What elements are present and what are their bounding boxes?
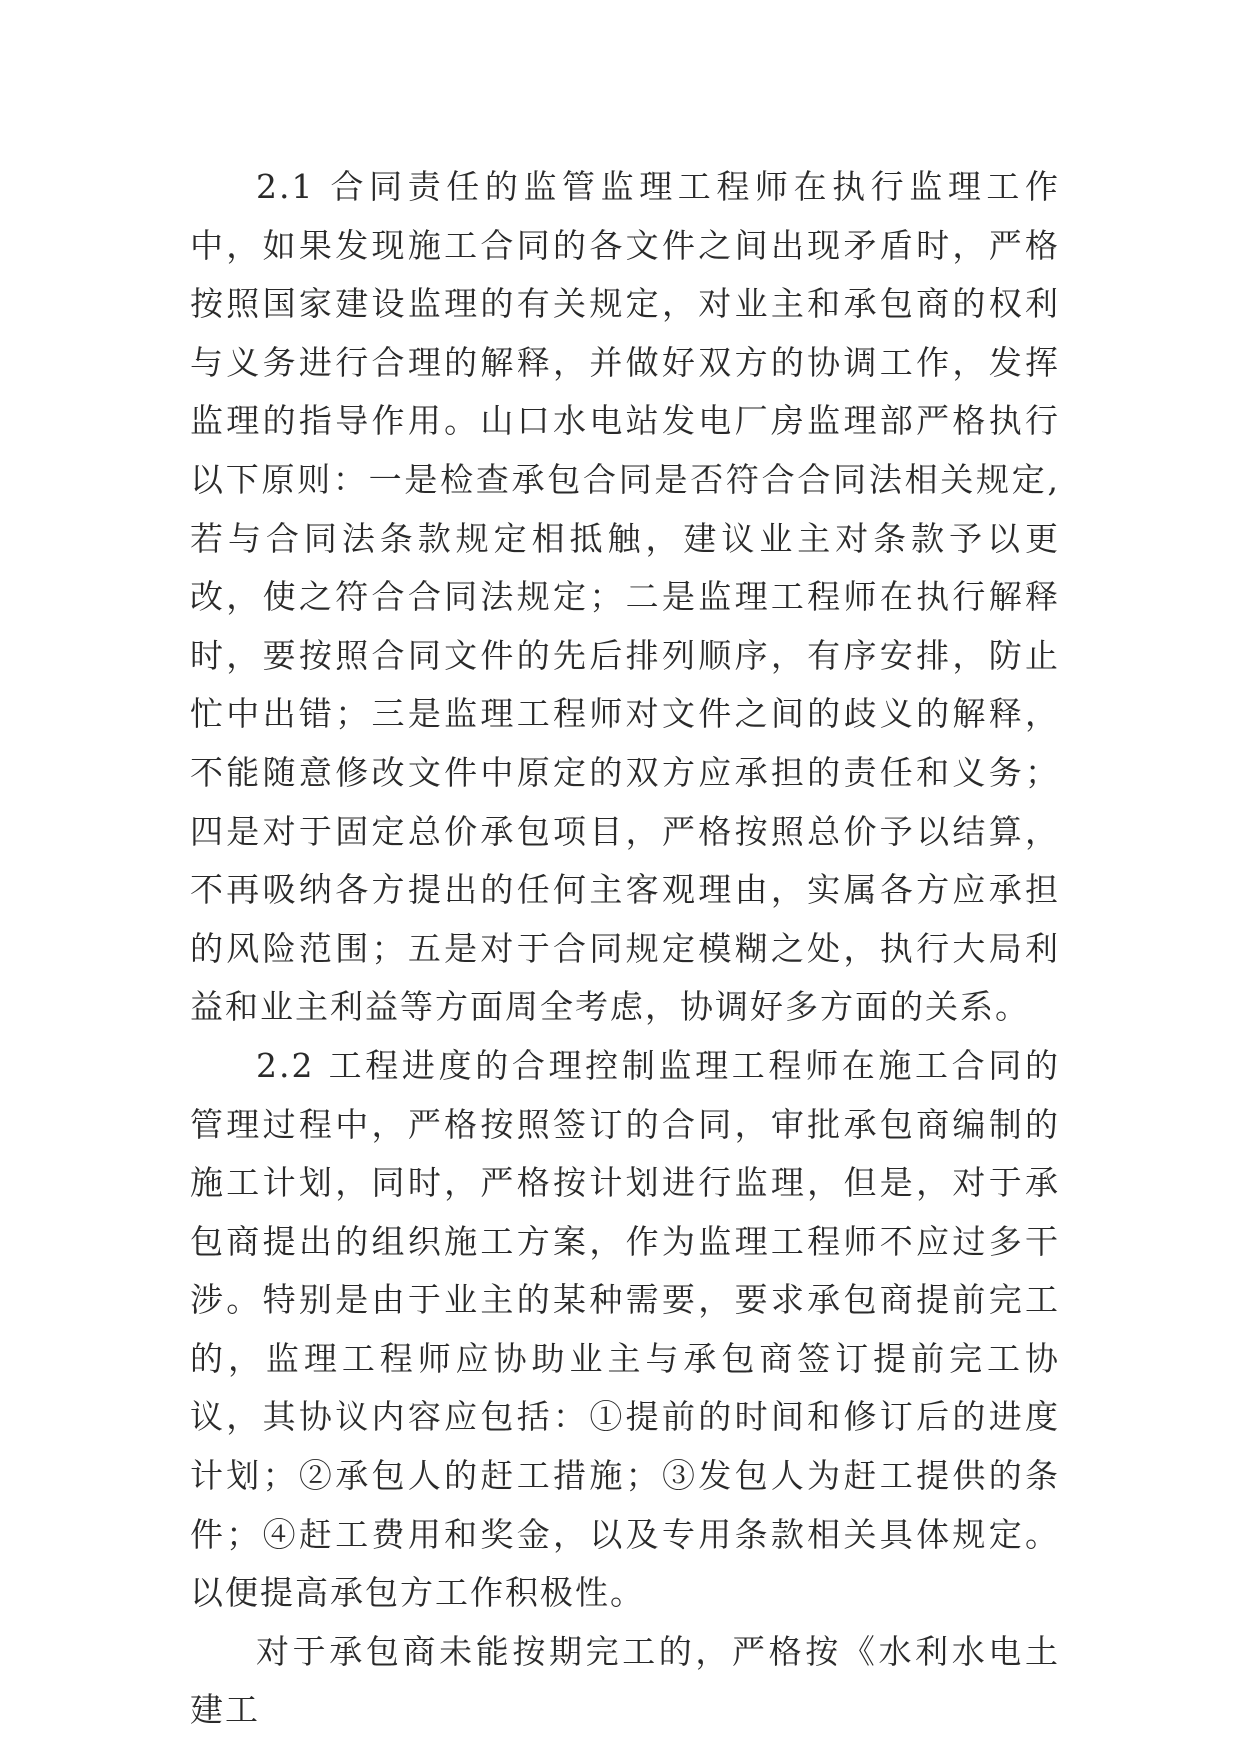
paragraph-schedule-control: 2.2 工程进度的合理控制监理工程师在施工合同的管理过程中，严格按照签订的合同，审批承包商编制的施工计划，同时，严格按计划进行监理，但是，对于承包商提出的组织施工方案，作为监理工程师不应过多干涉。特别是由于业主的某种需要，要求承包商提前完工的，监理工程师应协助业主与承包商签订提前完工协议，其协议内容应包括：①提前的时间和修订后的进度计划；②承包人的赶工措施；③发包人为赶工提供的条件；④赶工费用和奖金，以及专用条款相关具体规定。以便提高承包方工作积极性。 <box>190 1045 1060 1613</box>
paragraph-contract-responsibility: 2.1 合同责任的监管监理工程师在执行监理工作中，如果发现施工合同的各文件之间出现矛盾时，严格按照国家建设监理的有关规定，对业主和承包商的权利与义务进行合理的解释，并做好双方的协调工作，发挥监理的指导作用。山口水电站发电厂房监理部严格执行以下原则：一是检查承包合同是否符合合同法相关规定,若与合同法条款规定相抵触，建议业主对条款予以更改，使之符合合同法规定；二是监理工程师在执行解释时，要按照合同文件的先后排列顺序，有序安排，防止忙中出错；三是监理工程师对文件之间的歧义的解释，不能随意修改文件中原定的双方应承担的责任和义务；四是对于固定总价承包项目，严格按照总价予以结算，不再吸纳各方提出的任何主客观理由，实属各方应承担的风险范围；五是对于合同规定模糊之处，执行大局利益和业主利益等方面周全考虑，协调好多方面的关系。 <box>190 167 1060 1027</box>
paragraph-delay-handling: 对于承包商未能按期完工的，严格按《水利水电土建工 <box>190 1631 1060 1730</box>
document-body <box>190 158 1060 1740</box>
